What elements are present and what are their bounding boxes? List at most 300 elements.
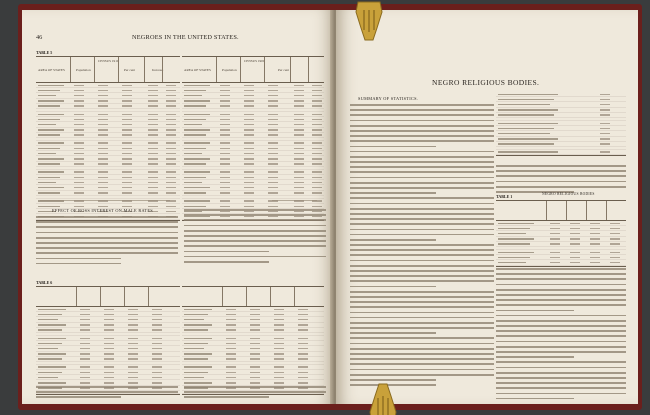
row-cell — [152, 348, 162, 350]
table-b-left — [36, 286, 180, 395]
text-line — [350, 374, 494, 376]
row-cell — [80, 319, 90, 321]
row-cell — [274, 377, 284, 379]
text-line — [496, 393, 626, 395]
row-cell — [590, 238, 600, 240]
row-cell — [298, 382, 308, 384]
text-line — [496, 299, 626, 301]
row-cell — [220, 105, 230, 107]
row-cell — [312, 187, 322, 189]
row-label — [498, 138, 558, 140]
row-cell — [104, 348, 114, 350]
row-cell — [600, 128, 610, 130]
text-line — [350, 213, 494, 215]
row-cell — [312, 119, 322, 121]
row-cell — [80, 343, 90, 345]
row-cell — [122, 95, 132, 97]
row-cell — [166, 100, 176, 102]
row-cell — [128, 358, 138, 360]
row-cell — [104, 353, 114, 355]
row-cell — [250, 324, 260, 326]
row-label — [498, 99, 554, 101]
row-label — [38, 182, 56, 184]
row-cell — [166, 129, 176, 131]
row-label — [38, 358, 62, 360]
row-cell — [570, 262, 580, 264]
row-label — [498, 233, 526, 235]
row-cell — [74, 129, 84, 131]
row-cell — [600, 143, 610, 145]
row-label — [498, 123, 558, 125]
text-line — [184, 391, 326, 393]
row-label — [38, 153, 56, 155]
row-cell — [220, 187, 230, 189]
row-cell — [220, 206, 230, 208]
row-cell — [80, 353, 90, 355]
right-table — [496, 200, 626, 267]
text-line — [496, 186, 626, 188]
table-a-col-percent: Per cent — [124, 68, 136, 72]
row-cell — [550, 228, 560, 230]
row-cell — [220, 163, 230, 165]
row-cell — [98, 119, 108, 121]
text-line — [496, 289, 626, 291]
row-cell — [98, 192, 108, 194]
row-cell — [122, 134, 132, 136]
text-line — [496, 341, 626, 343]
row-label — [38, 338, 66, 340]
row-cell — [226, 343, 236, 345]
row-cell — [226, 353, 236, 355]
row-label — [498, 114, 554, 116]
row-cell — [244, 158, 254, 160]
row-cell — [80, 338, 90, 340]
row-cell — [128, 314, 138, 316]
right-page — [336, 10, 638, 404]
text-line — [350, 337, 494, 339]
row-cell — [294, 124, 304, 126]
row-cell — [244, 142, 254, 144]
row-cell — [298, 358, 308, 360]
row-label — [38, 171, 64, 173]
row-cell — [104, 377, 114, 379]
row-cell — [226, 348, 236, 350]
row-cell — [250, 314, 260, 316]
row-cell — [152, 309, 162, 311]
row-label — [184, 134, 206, 136]
row-label — [38, 372, 62, 374]
row-cell — [122, 163, 132, 165]
row-cell — [294, 142, 304, 144]
text-line — [496, 398, 574, 400]
text-line — [350, 244, 494, 246]
text-line — [184, 245, 326, 247]
row-cell — [294, 177, 304, 179]
text-line — [184, 251, 269, 253]
row-cell — [220, 134, 230, 136]
row-cell — [590, 252, 600, 254]
row-cell — [128, 309, 138, 311]
row-cell — [148, 124, 158, 126]
text-line — [496, 372, 626, 374]
row-cell — [122, 105, 132, 107]
left-page — [22, 10, 334, 404]
text-line — [36, 263, 121, 265]
row-cell — [220, 153, 230, 155]
row-cell — [166, 148, 176, 150]
row-label — [184, 324, 212, 326]
row-cell — [294, 148, 304, 150]
row-label — [498, 94, 558, 96]
section-heading: EFFECT OF ROSS INTEREST ON MALE RATES — [52, 208, 153, 213]
row-cell — [220, 129, 230, 131]
row-label — [184, 348, 204, 350]
text-line — [350, 317, 494, 319]
row-cell — [610, 252, 620, 254]
text-line — [350, 114, 494, 116]
row-label — [184, 85, 210, 87]
text-line — [350, 120, 494, 122]
row-cell — [220, 182, 230, 184]
row-cell — [148, 100, 158, 102]
row-cell — [220, 142, 230, 144]
text-line — [350, 146, 436, 148]
row-cell — [268, 134, 278, 136]
row-cell — [98, 85, 108, 87]
text-line — [496, 356, 574, 358]
row-cell — [298, 372, 308, 374]
row-cell — [590, 228, 600, 230]
row-cell — [226, 366, 236, 368]
row-cell — [274, 324, 284, 326]
row-cell — [104, 382, 114, 384]
row-cell — [74, 187, 84, 189]
row-label — [498, 104, 550, 106]
table-a-col-population-2: Population — [222, 68, 237, 72]
row-cell — [74, 148, 84, 150]
row-cell — [312, 95, 322, 97]
row-cell — [570, 243, 580, 245]
page-clip-top-icon — [352, 0, 386, 44]
row-cell — [610, 262, 620, 264]
table-b-label: TABLE 6 — [36, 280, 53, 285]
row-cell — [166, 206, 176, 208]
row-cell — [244, 134, 254, 136]
right-column-text — [496, 268, 626, 403]
text-line — [350, 140, 494, 142]
text-line — [350, 369, 494, 371]
row-cell — [244, 105, 254, 107]
text-line — [496, 304, 626, 306]
text-line — [350, 239, 436, 241]
row-label — [38, 353, 66, 355]
row-cell — [226, 309, 236, 311]
text-line — [350, 322, 494, 324]
text-line — [36, 258, 121, 260]
row-cell — [312, 182, 322, 184]
row-cell — [274, 329, 284, 331]
row-cell — [312, 100, 322, 102]
row-label — [38, 100, 64, 102]
text-line — [496, 367, 626, 369]
row-cell — [226, 329, 236, 331]
row-cell — [312, 148, 322, 150]
row-cell — [268, 158, 278, 160]
row-cell — [128, 343, 138, 345]
row-cell — [298, 314, 308, 316]
text-line — [350, 234, 494, 236]
row-label — [38, 163, 60, 165]
row-cell — [148, 95, 158, 97]
row-cell — [148, 129, 158, 131]
row-cell — [298, 324, 308, 326]
row-cell — [148, 105, 158, 107]
row-cell — [244, 182, 254, 184]
page-number: 46 — [36, 34, 43, 41]
row-cell — [570, 238, 580, 240]
row-label — [184, 171, 210, 173]
row-label — [38, 382, 66, 384]
row-label — [38, 324, 66, 326]
row-cell — [600, 99, 610, 101]
row-label — [498, 228, 530, 230]
row-cell — [294, 90, 304, 92]
text-line — [350, 280, 494, 282]
row-label — [184, 148, 206, 150]
row-label — [184, 100, 210, 102]
row-label — [184, 105, 206, 107]
table-a-label: TABLE 5 — [36, 50, 53, 55]
text-line — [350, 353, 494, 355]
row-cell — [294, 171, 304, 173]
row-cell — [122, 158, 132, 160]
row-label — [498, 133, 550, 135]
row-cell — [166, 171, 176, 173]
text-line — [184, 219, 326, 221]
row-cell — [148, 114, 158, 116]
row-label — [184, 343, 208, 345]
row-cell — [122, 100, 132, 102]
row-cell — [268, 192, 278, 194]
row-cell — [74, 158, 84, 160]
row-label — [38, 119, 60, 121]
row-cell — [298, 353, 308, 355]
row-cell — [312, 142, 322, 144]
text-line — [184, 240, 326, 242]
row-cell — [268, 129, 278, 131]
row-cell — [250, 338, 260, 340]
row-cell — [268, 124, 278, 126]
left-column-text-a — [36, 216, 178, 268]
row-label — [184, 366, 212, 368]
row-cell — [104, 309, 114, 311]
text-line — [496, 361, 626, 363]
row-cell — [220, 158, 230, 160]
row-cell — [600, 114, 610, 116]
row-label — [498, 151, 558, 153]
text-line — [496, 315, 626, 317]
row-cell — [244, 119, 254, 121]
row-cell — [152, 366, 162, 368]
row-label — [38, 148, 60, 150]
row-cell — [122, 114, 132, 116]
table-a-left-header — [36, 57, 180, 83]
row-cell — [294, 182, 304, 184]
table-a-footnote — [40, 200, 170, 201]
row-cell — [226, 314, 236, 316]
right-table-caption: NEGRO RELIGIOUS BODIES — [542, 192, 595, 196]
text-line — [496, 278, 626, 280]
text-line — [496, 181, 626, 183]
row-cell — [244, 200, 254, 202]
text-line — [36, 221, 178, 223]
row-cell — [298, 309, 308, 311]
text-line — [184, 225, 326, 227]
row-cell — [600, 94, 610, 96]
row-cell — [590, 262, 600, 264]
row-cell — [166, 95, 176, 97]
row-cell — [122, 192, 132, 194]
row-label — [184, 372, 208, 374]
table-a-col-increase: Increase — [152, 68, 164, 72]
text-line — [36, 237, 178, 239]
row-label — [38, 177, 60, 179]
row-cell — [166, 153, 176, 155]
table-a-right-header — [182, 57, 324, 83]
row-cell — [152, 314, 162, 316]
row-cell — [148, 119, 158, 121]
row-cell — [104, 358, 114, 360]
row-label — [184, 329, 208, 331]
row-cell — [98, 95, 108, 97]
row-cell — [166, 124, 176, 126]
text-line — [36, 226, 178, 228]
row-cell — [148, 187, 158, 189]
text-line — [36, 247, 178, 249]
row-cell — [570, 252, 580, 254]
row-cell — [274, 358, 284, 360]
row-cell — [268, 182, 278, 184]
text-line — [36, 386, 178, 388]
table-b-right-rows — [182, 307, 324, 394]
row-cell — [220, 200, 230, 202]
row-cell — [294, 187, 304, 189]
row-cell — [250, 377, 260, 379]
row-label — [38, 314, 62, 316]
row-cell — [148, 206, 158, 208]
row-cell — [226, 319, 236, 321]
row-cell — [312, 114, 322, 116]
row-cell — [220, 100, 230, 102]
row-label — [498, 109, 558, 111]
row-cell — [294, 114, 304, 116]
row-cell — [148, 158, 158, 160]
right-table-label: TABLE 1 — [496, 194, 513, 199]
row-cell — [152, 372, 162, 374]
text-line — [496, 387, 626, 389]
row-cell — [98, 153, 108, 155]
text-line — [350, 197, 494, 199]
page-clip-bottom-icon — [366, 382, 400, 415]
row-cell — [220, 119, 230, 121]
text-line — [496, 294, 626, 296]
row-cell — [312, 206, 322, 208]
row-cell — [294, 95, 304, 97]
row-cell — [610, 228, 620, 230]
row-cell — [294, 85, 304, 87]
row-cell — [152, 358, 162, 360]
right-column-text-b — [184, 386, 326, 402]
text-line — [350, 363, 494, 365]
row-label — [184, 338, 212, 340]
text-line — [350, 254, 494, 256]
row-cell — [128, 348, 138, 350]
row-cell — [122, 187, 132, 189]
row-cell — [550, 243, 560, 245]
table-b-right — [182, 286, 324, 395]
row-cell — [244, 129, 254, 131]
text-line — [496, 351, 626, 353]
row-cell — [74, 171, 84, 173]
text-line — [496, 346, 626, 348]
row-cell — [148, 153, 158, 155]
row-cell — [298, 377, 308, 379]
row-cell — [74, 134, 84, 136]
row-cell — [550, 262, 560, 264]
row-cell — [294, 163, 304, 165]
row-cell — [600, 104, 610, 106]
text-line — [496, 170, 626, 172]
table-row — [496, 260, 626, 265]
row-cell — [128, 372, 138, 374]
text-line — [184, 235, 326, 237]
row-cell — [104, 324, 114, 326]
row-cell — [74, 192, 84, 194]
row-label — [184, 177, 206, 179]
row-cell — [148, 177, 158, 179]
text-line — [350, 125, 494, 127]
row-cell — [148, 85, 158, 87]
row-cell — [148, 192, 158, 194]
row-cell — [550, 252, 560, 254]
row-cell — [570, 257, 580, 259]
left-column-text-b — [36, 386, 178, 402]
row-cell — [104, 338, 114, 340]
table-a-census-1910: CENSUS 1910 — [98, 59, 119, 63]
text-line — [350, 182, 494, 184]
row-label — [498, 243, 530, 245]
row-cell — [312, 153, 322, 155]
row-cell — [122, 129, 132, 131]
row-cell — [268, 153, 278, 155]
row-label — [38, 105, 60, 107]
row-cell — [226, 382, 236, 384]
row-cell — [74, 124, 84, 126]
row-cell — [610, 243, 620, 245]
row-cell — [166, 90, 176, 92]
row-cell — [590, 233, 600, 235]
row-cell — [268, 114, 278, 116]
row-cell — [600, 138, 610, 140]
row-cell — [80, 382, 90, 384]
row-cell — [268, 119, 278, 121]
row-cell — [122, 90, 132, 92]
row-cell — [128, 382, 138, 384]
row-cell — [122, 85, 132, 87]
row-label — [184, 153, 202, 155]
row-cell — [74, 153, 84, 155]
row-cell — [104, 343, 114, 345]
